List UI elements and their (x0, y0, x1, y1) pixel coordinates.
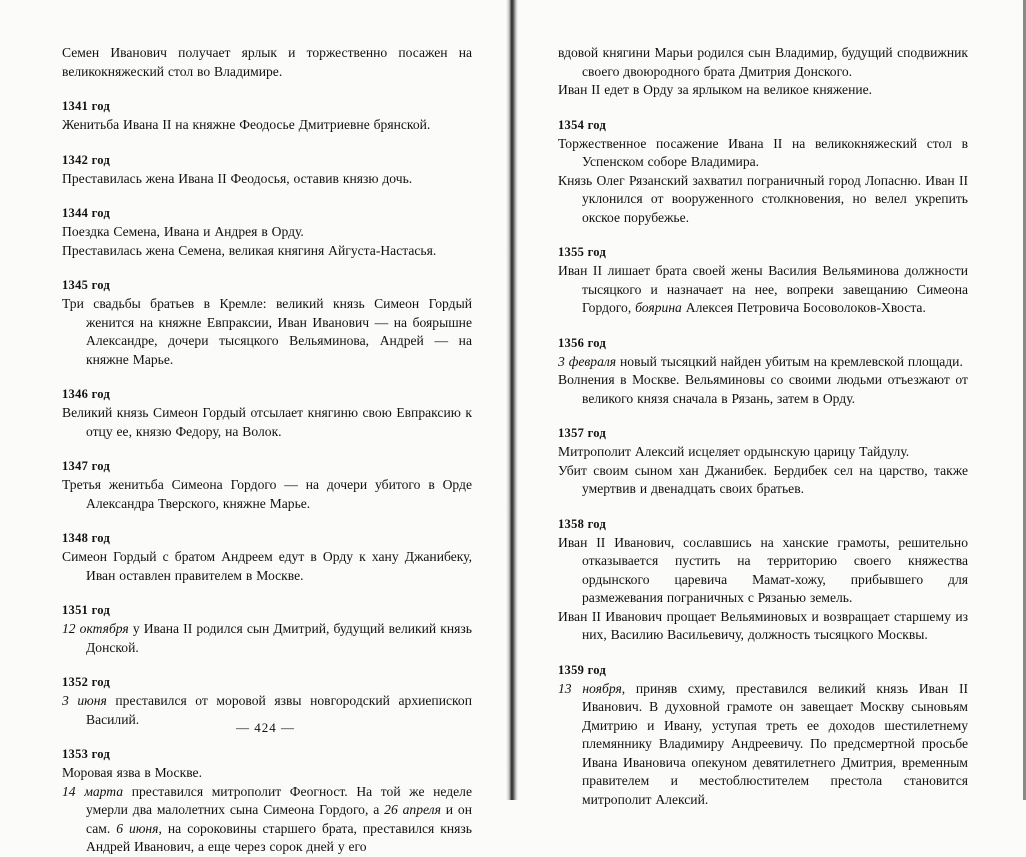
year-heading: 1355 год (558, 245, 607, 259)
event-paragraph (62, 295, 472, 369)
body-text: Иван II Иванович, сославшись на ханские грамоты, решительно отказывается пустить на территорию своего княжества ордынского царевича Мамат-хожу, прибывшего для размежевания пограничных с Рязанью земель. (558, 534, 968, 605)
year-heading: 1357 год (558, 426, 607, 440)
body-text: Поездка Семена, Ивана и Андрея в Орду. (62, 224, 304, 239)
year-heading: 1358 год (558, 516, 607, 531)
year-entry (62, 458, 472, 513)
year-entry (558, 117, 968, 228)
year-entry (62, 205, 472, 260)
year-entry (62, 386, 472, 441)
year-heading: 1359 год (558, 662, 607, 677)
year-heading: 1351 год (62, 603, 111, 617)
date-text: 12 октября (62, 621, 129, 636)
event-paragraph (62, 783, 472, 857)
year-heading: 1354 год (558, 117, 607, 132)
event-paragraph (62, 476, 472, 513)
event-paragraph (558, 534, 968, 608)
date-text: 14 марта (62, 783, 124, 799)
body-text: и он сам. (86, 802, 473, 836)
year-heading: 1346 год (62, 387, 111, 401)
date-text: боярина (635, 300, 682, 315)
body-text: Преставилась жена Ивана II Феодосья, оставив князю дочь. (62, 170, 413, 186)
year-heading: 1353 год (62, 747, 111, 761)
year-entry (558, 516, 968, 645)
event-paragraph (558, 608, 968, 645)
event-paragraph (62, 620, 472, 657)
left-page (0, 0, 510, 854)
year-heading: 1352 год (62, 675, 111, 689)
event-paragraph (62, 116, 472, 135)
event-paragraph (558, 135, 968, 172)
date-text: 13 ноября (558, 680, 622, 696)
body-text: новый тысяцкий найден убитым на кремлевской площади. (616, 353, 963, 369)
event-paragraph (558, 262, 968, 318)
date-text: 6 июня (116, 820, 159, 836)
event-paragraph (558, 462, 968, 499)
year-entry (62, 530, 472, 585)
year-heading: 1342 год (62, 152, 111, 167)
body-text: Третья женитьба Симеона Гордого — на дочери убитого в Орде Александра Тверского, княжне Марье. (62, 477, 472, 511)
right-column (558, 44, 968, 809)
year-entry (62, 746, 472, 857)
body-text: Иван II лишает брата своей жены Василия Вельяминова должности тысяцкого и назначает на нее, вопреки завещанию Симеона Гордого, (558, 263, 968, 315)
year-heading: 1347 год (62, 459, 111, 473)
body-text: Три свадьбы братьев в Кремле: великий князь Симеон Гордый женится на княжне Евпраксии, Иван Иванович — на боярышне Александре, дочери тысяцкого Вельяминова, Андрей — на княжне Марье. (62, 296, 472, 367)
body-text: Моровая язва в Москве. (62, 765, 202, 780)
body-text: , на сороковины старшего брата, преставился князь Андрей Иванович, а еще через сорок дней у его (86, 820, 472, 854)
event-paragraph (558, 353, 968, 372)
year-heading: 1356 год (558, 335, 607, 350)
right-page (512, 0, 1026, 807)
event-paragraph (558, 680, 968, 810)
year-entry (62, 152, 472, 189)
body-text: Торжественное посажение Ивана II на великокняжеский стол в Успенском соборе Владимира. (558, 135, 968, 169)
body-text: Князь Олег Рязанский захватил пограничный город Лопасню. Иван II уклонился от вооруженного столкновения, но велел укрепить окское порубежье. (558, 172, 968, 225)
intro-text: Семен Иванович получает ярлык и торжественно посажен на великокняжеский стол во Владимире. (62, 45, 472, 79)
right-intro (558, 44, 968, 100)
body-text: преставился митрополит Феогност. На той же неделе умерли два малолетних сына Симеона Гордого, а (86, 783, 472, 817)
event-paragraph (62, 223, 472, 242)
year-entry (558, 244, 968, 318)
event-paragraph (558, 371, 968, 408)
event-paragraph (62, 764, 472, 783)
body-text: Женитьба Ивана II на княжне Феодосье Дмитриевне брянской. (62, 117, 431, 132)
body-text: Алексея Петровича Босоволоков-Хвоста. (681, 300, 926, 315)
year-entry (558, 662, 968, 810)
body-text: Убит своим сыном хан Джанибек. Бердибек сел на царство, также умертвив и двенадцать своих братьев. (558, 462, 968, 496)
body-text: , приняв схиму, преставился великий князь Иван II Иванович. В духовной грамоте он завещает Москву сыновьям Дмитрию и Ивану, уступая треть ее доходов шестилетнему племяннику Владимиру Андреевичу. По предсмертной просьбе Ивана Ивановича опекуном девятилетнего Дмитрия, временным правителем и местоблюстителем престола становится митрополит Алексий. (582, 680, 968, 807)
event-paragraph (62, 404, 472, 441)
event-paragraph (62, 242, 472, 261)
event-paragraph (558, 443, 968, 462)
year-entry (558, 425, 968, 499)
body-text: Великий князь Симеон Гордый отсылает княгиню свою Евпраксию к отцу ее, князю Федору, на Волок. (62, 405, 472, 439)
year-entry (558, 335, 968, 409)
year-entry (62, 277, 472, 369)
page-number: — 424 — (236, 720, 295, 735)
event-paragraph (62, 170, 472, 189)
year-heading: 1344 год (62, 206, 111, 220)
event-paragraph (62, 548, 472, 585)
year-entry (62, 602, 472, 657)
date-text: 3 февраля (558, 353, 617, 369)
event-paragraph (558, 172, 968, 228)
body-text: Иван II Иванович прощает Вельяминовых и возвращает старшему из них, Василию Васильевичу, должность тысяцкого Москвы. (558, 608, 968, 642)
date-text: 3 июня (62, 693, 107, 708)
year-heading: 1341 год (62, 99, 111, 113)
intro-text-2: Иван II едет в Орду за ярлыком на великое княжение. (558, 82, 873, 97)
body-text: Волнения в Москве. Вельяминовы со своими людьми отъезжают от великого князя сначала в Рязань, затем в Орду. (558, 372, 968, 406)
body-text: Симеон Гордый с братом Андреем едут в Орду к хану Джанибеку, Иван оставлен правителем в Москве. (62, 549, 472, 583)
year-entry (62, 98, 472, 135)
intro-text: вдовой княгини Марьи родился сын Владимир, будущий сподвижник своего двоюродного брата Дмитрия Донского. (558, 45, 968, 79)
body-text: Митрополит Алексий исцеляет ордынскую царицу Тайдулу. (558, 444, 910, 459)
year-heading: 1348 год (62, 531, 111, 545)
left-intro (62, 44, 472, 81)
date-text: 26 апреля (384, 802, 441, 817)
body-text: преставился от моровой язвы новгородский архиепископ Василий. (86, 693, 473, 727)
year-heading: 1345 год (62, 278, 111, 292)
body-text: у Ивана II родился сын Дмитрий, будущий великий князь Донской. (86, 621, 472, 655)
body-text: Преставилась жена Семена, великая княгиня Айгуста-Настасья. (62, 242, 437, 258)
